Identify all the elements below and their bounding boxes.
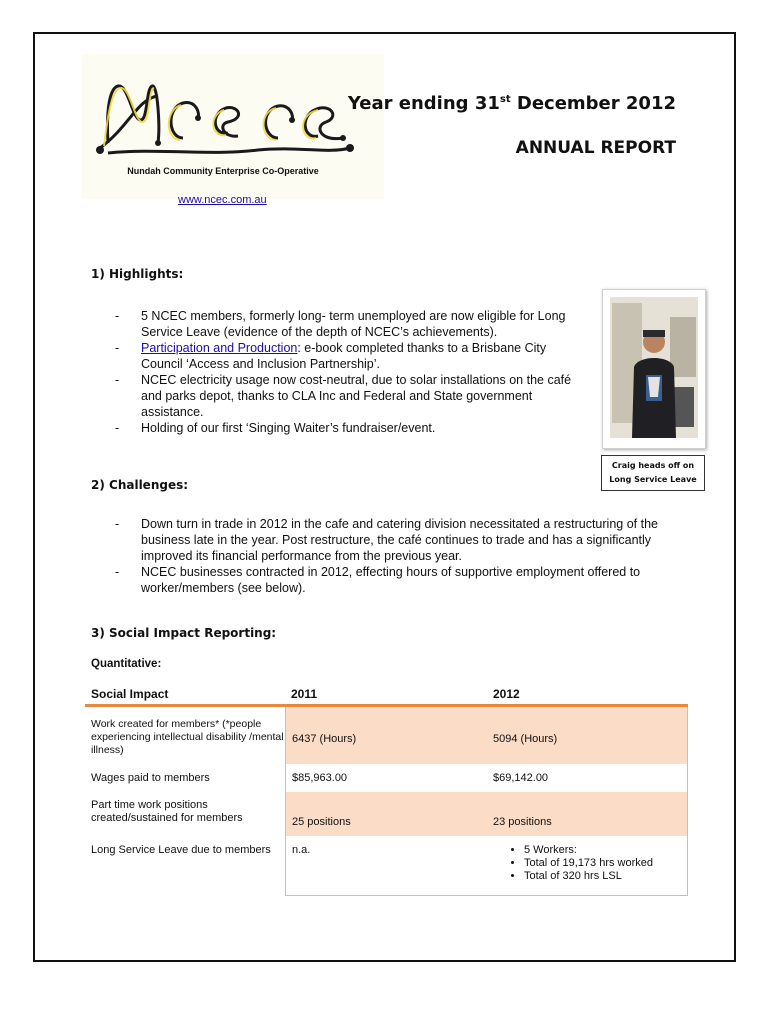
highlight-text: 5 NCEC members, formerly long- term unemployed are now eligible for Long Service Leave (evidence of the depth of NCEC’s achievements). (141, 309, 566, 339)
highlights-heading: 1) Highlights: (91, 267, 184, 281)
ncec-logo (82, 54, 384, 199)
logo-caption: Nundah Community Enterprise Co-Operative (127, 166, 319, 176)
social-impact-table (85, 684, 688, 896)
cell-2012: 23 positions (486, 792, 688, 836)
lsl-list (486, 844, 687, 883)
row-label: Long Service Leave due to members (91, 844, 271, 856)
cell-2011: 25 positions (285, 792, 486, 836)
cell-2012: 5094 (Hours) (486, 707, 688, 764)
list-item: - NCEC businesses contracted in 2012, effecting hours of supportive employment offered to worker/members (see below). (115, 565, 641, 595)
list-item: - Participation and Production: e-book completed thanks to a Brisbane City Council ‘Access and Inclusion Partnership’. (115, 341, 547, 371)
craig-photo (602, 289, 706, 449)
list-item: - Holding of our first ‘Singing Waiter’s fundraiser/event. (115, 421, 436, 435)
highlights-list (115, 308, 585, 436)
table-body (85, 707, 688, 896)
list-item: • Total of 320 hrs LSL (524, 870, 687, 883)
cell-2011: $85,963.00 (285, 764, 486, 792)
participation-production-link[interactable]: Participation and Production (141, 341, 298, 355)
highlight-text: NCEC electricity usage now cost-neutral, due to solar installations on the café and parks depot, thanks to CLA Inc and Federal and State government assistance. (141, 373, 572, 419)
title-prefix: Year ending 31 (347, 93, 500, 114)
column-header: 2011 (291, 687, 318, 701)
table-row (85, 836, 688, 896)
column-header: Social Impact (91, 687, 169, 701)
row-label: Part time work positions created/sustained for members (91, 799, 243, 824)
challenges-heading: 2) Challenges: (91, 478, 189, 492)
column-header: 2012 (493, 687, 520, 701)
list-item: - 5 NCEC members, formerly long- term unemployed are now eligible for Long Service Leave (evidence of the depth of NCEC’s achievements). (115, 309, 566, 339)
title-suffix: December 2012 (510, 93, 676, 114)
website-link[interactable]: www.ncec.com.au (178, 194, 267, 206)
table-row (85, 792, 688, 836)
highlight-text: Holding of our first ‘Singing Waiter’s fundraiser/event. (141, 421, 436, 435)
title-superscript: st (499, 94, 511, 105)
report-page (33, 32, 736, 962)
list-item: • 5 Workers: (524, 844, 687, 857)
quantitative-subheading: Quantitative: (91, 658, 162, 670)
row-label: Wages paid to members (91, 772, 210, 784)
list-item: - NCEC electricity usage now cost-neutral, due to solar installations on the café and parks depot, thanks to CLA Inc and Federal and State government assistance. (115, 373, 572, 419)
cell-2012 (486, 836, 688, 896)
photo-image (610, 297, 698, 438)
table-header-row (85, 684, 688, 707)
cell-2011: 6437 (Hours) (285, 707, 486, 764)
cell-2011: n.a. (285, 836, 486, 896)
social-impact-heading: 3) Social Impact Reporting: (91, 626, 277, 640)
report-year-title (348, 93, 676, 114)
challenge-text: Down turn in trade in 2012 in the cafe and catering division necessitated a restructuring of the business late in the year. Post restructure, the café continues to trade and has a significantly improved its financial performance from the previous year. (141, 517, 658, 563)
challenges-list (115, 516, 685, 596)
list-item: - Down turn in trade in 2012 in the cafe and catering division necessitated a restructuring of the business late in the year. Post restructure, the café continues to trade and has a significantly improved its financial performance from the previous year. (115, 517, 658, 563)
challenge-text: NCEC businesses contracted in 2012, effecting hours of supportive employment offered to worker/members (see below). (141, 565, 641, 595)
cell-2012: $69,142.00 (486, 764, 688, 792)
photo-caption: Craig heads off on Long Service Leave (601, 455, 705, 491)
report-subtitle: ANNUAL REPORT (515, 138, 676, 158)
table-row (85, 764, 688, 792)
row-label: Work created for members* (*people experiencing intellectual disability /mental illness) (91, 718, 284, 756)
highlight-text: : e-book completed thanks to a Brisbane City Council ‘Access and Inclusion Partnership’. (141, 341, 547, 371)
ncec-logo-artwork (88, 58, 368, 168)
table-row (85, 707, 688, 764)
list-item: • Total of 19,173 hrs worked (524, 857, 687, 870)
